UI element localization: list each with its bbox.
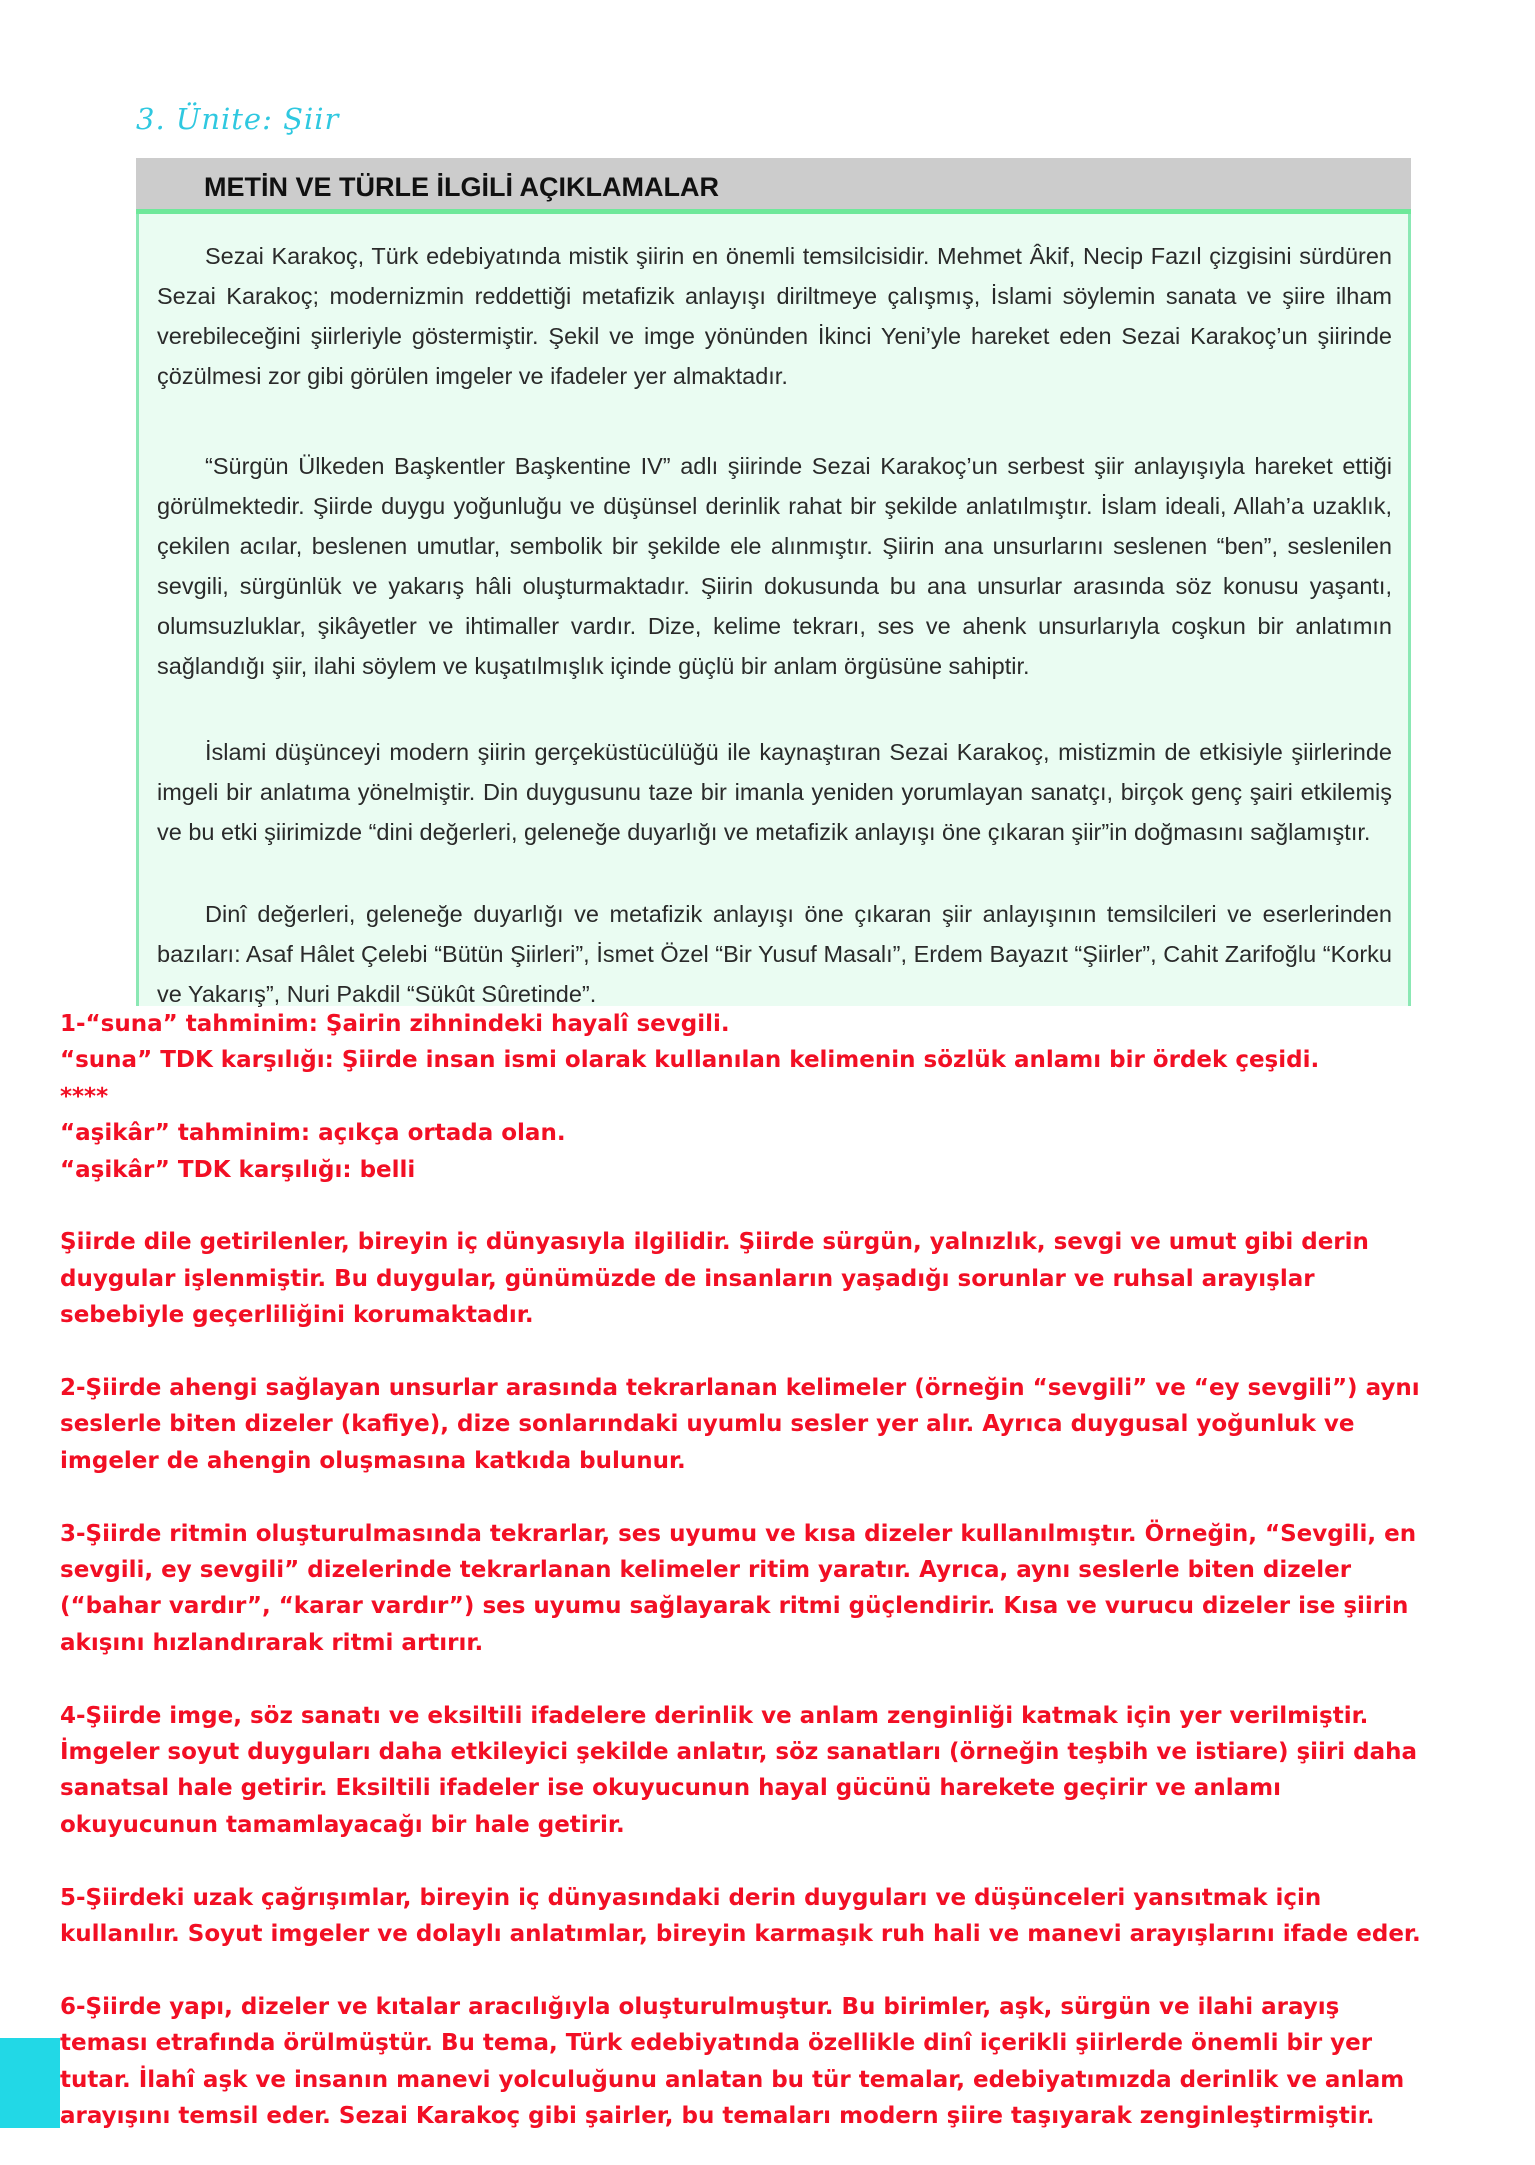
spacer — [60, 1188, 1510, 1224]
spacer — [60, 1479, 1510, 1515]
separator-line: **** — [60, 1083, 109, 1110]
answer-line: 1-“suna” tahminim: Şairin zihnindeki hayalî sevgili. — [60, 1011, 730, 1037]
answer-paragraph: 6-Şiirde yapı, dizeler ve kıtalar aracılığıyla oluşturulmuştur. Bu birimler, aşk, sürgün ve ilahi arayış teması etrafında örülmüştür. Bu tema, Türk edebiyatında özellikle dinî içerikli şiirlerde önemli bir yer tutar. İlahî aşk ve insanın manevi yolculuğunu anlatan bu tür temalar, edebiyatımızda derinlik ve anlam arayışını temsil eder. Sezai Karakoç gibi şairler, bu temaları modern şiire taşıyarak zenginleştirmiştir. — [60, 1993, 1405, 2130]
explanation-box — [136, 214, 1411, 1006]
answers-section — [60, 1006, 1510, 2135]
page-corner-marker — [0, 2038, 60, 2128]
answer-paragraph: 4-Şiirde imge, söz sanatı ve eksiltili ifadelere derinlik ve anlam zenginliği katmak için yer verilmiştir. İmgeler soyut duyguları daha etkileyici şekilde anlatır, söz sanatları (örneğin teşbih ve istiare) şiiri daha sanatsal hale getirir. Eksiltili ifadeler ise okuyucunun hayal gücünü harekete geçirir ve anlamı okuyucunun tamamlayacağı bir hale getirir. — [60, 1702, 1418, 1838]
answer-paragraph: 5-Şiirdeki uzak çağrışımlar, bireyin iç dünyasındaki derin duyguları ve düşünceleri yansıtmak için kullanılır. Soyut imgeler ve dolaylı anlatımlar, bireyin karmaşık ruh hali ve manevi arayışlarını ifade eder. — [60, 1884, 1421, 1948]
answer-line: “aşikâr” tahminim: açıkça ortada olan. — [60, 1120, 566, 1147]
section-header — [136, 158, 1411, 214]
spacer — [60, 1843, 1510, 1879]
section-title: METİN VE TÜRLE İLGİLİ AÇIKLAMALAR — [204, 172, 719, 202]
paragraph: “Sürgün Ülkeden Başkentler Başkentine IV” adlı şiirinde Sezai Karakoç’un serbest şiir anlayışıyla hareket ettiği görülmektedir. Şiirde duygu yoğunluğu ve düşünsel derinlik rahat bir şekilde anlatılmıştır. İslam ideali, Allah’a uzaklık, çekilen acılar, beslenen umutlar, sembolik bir şekilde ele alınmıştır. Şiirin ana unsurlarını seslenen “ben”, seslenilen sevgili, sürgünlük ve yakarış hâli oluşturmaktadır. Şiirin dokusunda bu ana unsurlar arasında söz konusu yaşantı, olumsuzluklar, şikâyetler ve ihtimaller vardır. Dize, kelime tekrarı, ses ve ahenk unsurlarıyla coşkun bir anlatımın sağlandığı şiir, ilahi söylem ve kuşatılmışlık içinde güçlü bir anlam örgüsüne sahiptir. — [157, 453, 1392, 679]
answer-paragraph: 3-Şiirde ritmin oluşturulmasında tekrarlar, ses uyumu ve kısa dizeler kullanılmıştır. Örneğin, “Sevgili, en sevgili, ey sevgili” dizelerinde tekrarlanan kelimeler ritim yaratır. Ayrıca, aynı seslerle biten dizeler (“bahar vardır”, “karar vardır”) ses uyumu sağlayarak ritmi güçlendirir. Kısa ve vurucu dizeler ise şiirin akışını hızlandırarak ritmi artırır. — [60, 1520, 1417, 1656]
answer-line: “aşikâr” TDK karşılığı: belli — [60, 1156, 416, 1183]
answer-paragraph: 2-Şiirde ahengi sağlayan unsurlar arasında tekrarlanan kelimeler (örneğin “sevgili” ve “ey sevgili”) aynı seslerle biten dizeler (kafiye), dize sonlarındaki uyumlu sesler yer alır. Ayrıca duygusal yoğunluk ve imgeler de ahengin oluşmasına katkıda bulunur. — [60, 1375, 1420, 1474]
answer-line: “suna” TDK karşılığı: Şiirde insan ismi olarak kullanılan kelimenin sözlük anlamı bir ördek çeşidi. — [60, 1047, 1320, 1074]
spacer — [60, 1952, 1510, 1988]
unit-title: 3. Ünite: Şiir — [136, 102, 340, 136]
spacer — [60, 1334, 1510, 1370]
paragraph: İslami düşünceyi modern şiirin gerçeküstücülüğü ile kaynaştıran Sezai Karakoç, mistizmin de etkisiyle şiirlerinde imgeli bir anlatıma yönelmiştir. Din duygusunu taze bir imanla yeniden yorumlayan sanatçı, birçok genç şairi etkilemiş ve bu etki şiirimizde “dini değerleri, geleneğe duyarlığı ve metafizik anlayışı öne çıkaran şiir”in doğmasını sağlamıştır. — [157, 739, 1392, 845]
spacer — [60, 1661, 1510, 1697]
paragraph: Dinî değerleri, geleneğe duyarlığı ve metafizik anlayışı öne çıkaran şiir anlayışının temsilcileri ve eserlerinden bazıları: Asaf Hâlet Çelebi “Bütün Şiirleri”, İsmet Özel “Bir Yusuf Masalı”, Erdem Bayazıt “Şiirler”, Cahit Zarifoğlu “Korku ve Yakarış”, Nuri Pakdil “Sükût Sûretinde”. — [157, 901, 1392, 1007]
paragraph: Sezai Karakoç, Türk edebiyatında mistik şiirin en önemli temsilcisidir. Mehmet Âkif, Necip Fazıl çizgisini sürdüren Sezai Karakoç; modernizmin reddettiği metafizik anlayışı diriltmeye çalışmış, İslami söylemin sanata ve şiire ilham verebileceğini şiirleriyle göstermiştir. Şekil ve imge yönünden İkinci Yeni’yle hareket eden Sezai Karakoç’un şiirinde çözülmesi zor gibi görülen imgeler ve ifadeler yer almaktadır. — [157, 243, 1392, 389]
answer-paragraph: Şiirde dile getirilenler, bireyin iç dünyasıyla ilgilidir. Şiirde sürgün, yalnızlık, sevgi ve umut gibi derin duygular işlenmiştir. Bu duygular, günümüzde de insanların yaşadığı sorunlar ve ruhsal arayışlar sebebiyle geçerliliğini korumaktadır. — [60, 1229, 1369, 1329]
